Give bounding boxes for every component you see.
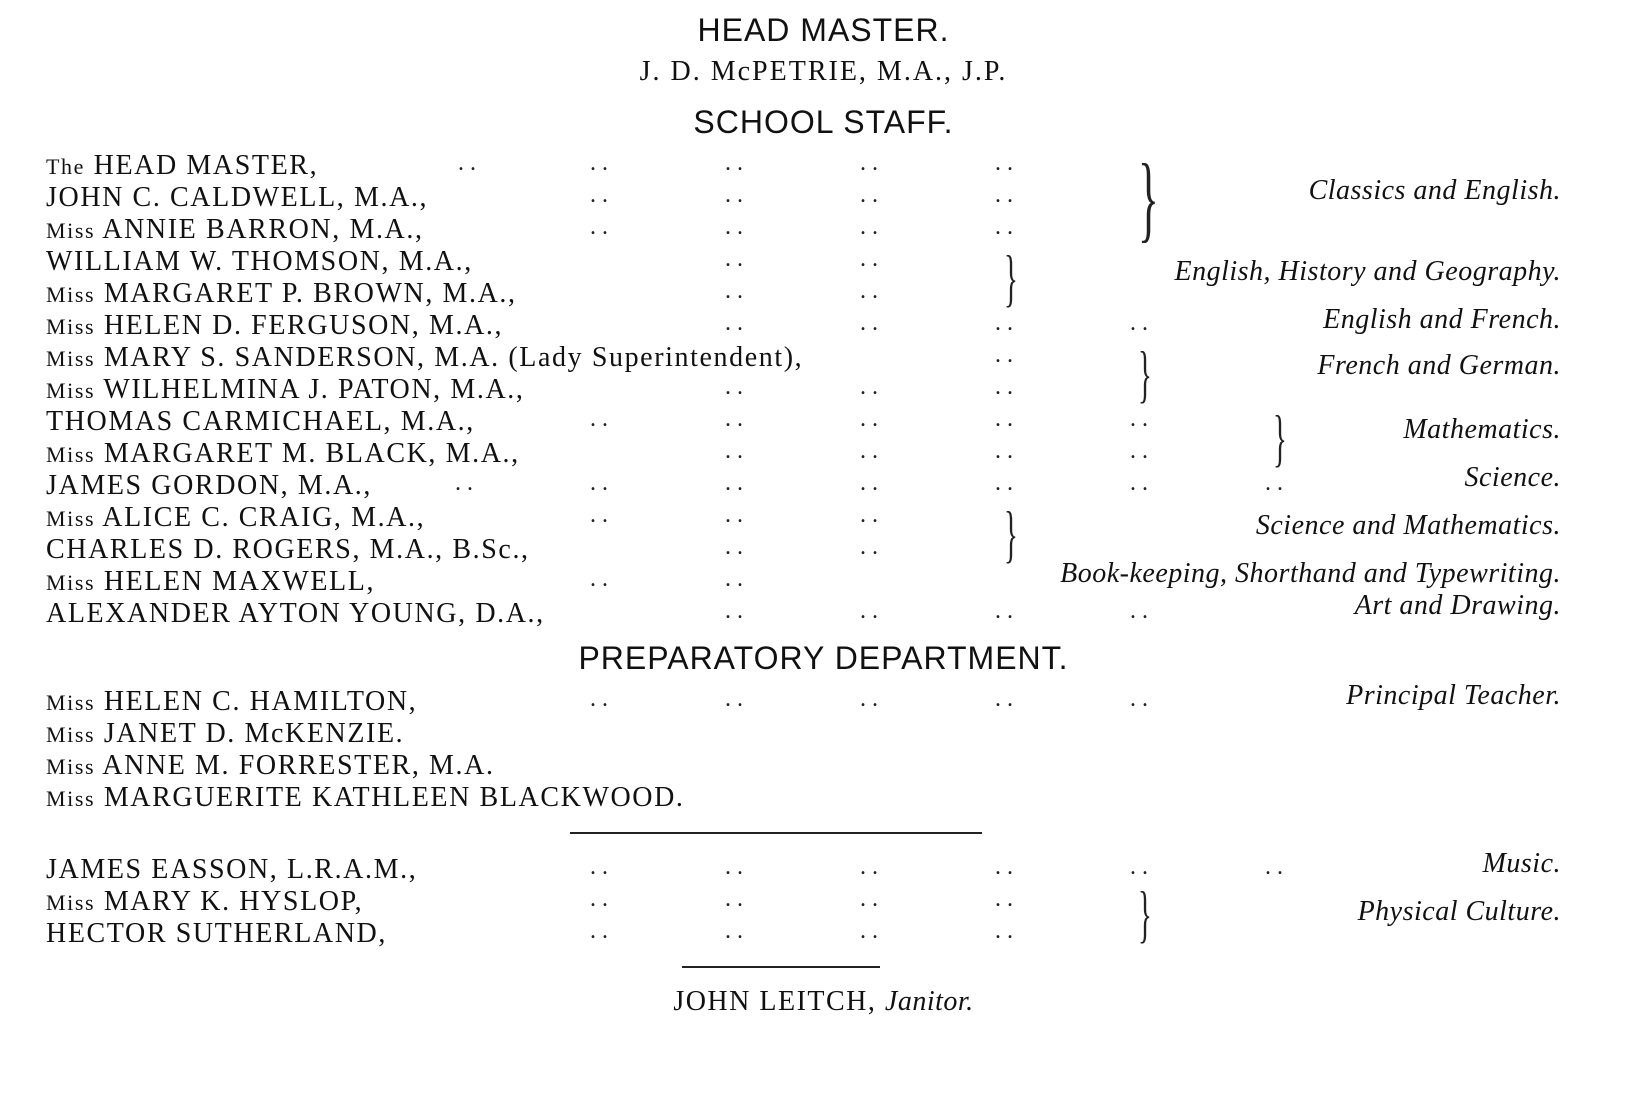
staff-member: ALEXANDER AYTON YOUNG, D.A., <box>46 598 545 629</box>
preparatory-member: Miss JANET D. McKENZIE. <box>46 718 405 749</box>
subject-label: English, History and Geography. <box>1174 256 1561 287</box>
dot-leader: .. <box>995 598 1019 624</box>
dot-leader: .. <box>995 150 1019 176</box>
dot-leader: .. <box>725 246 749 272</box>
dot-leader: .. <box>725 150 749 176</box>
dot-leader: .. <box>1130 854 1154 880</box>
dot-leader: .. <box>590 566 614 592</box>
dot-leader: .. <box>725 598 749 624</box>
dot-leader: .. <box>455 470 479 496</box>
subject-label: Principal Teacher. <box>1346 680 1561 711</box>
subject-label: French and German. <box>1317 350 1561 381</box>
dot-leader: .. <box>725 534 749 560</box>
special-member: JAMES EASSON, L.R.A.M., <box>46 854 418 885</box>
staff-member: JOHN C. CALDWELL, M.A., <box>46 182 429 213</box>
dot-leader: .. <box>725 886 749 912</box>
dot-leader: .. <box>860 310 884 336</box>
staff-member: Miss ANNIE BARRON, M.A., <box>46 214 424 245</box>
preparatory-heading: PREPARATORY DEPARTMENT. <box>578 640 1069 676</box>
subject-label: Art and Drawing. <box>1354 590 1561 621</box>
dot-leader: .. <box>725 502 749 528</box>
staff-member: Miss MARY S. SANDERSON, M.A. (Lady Superintendent), <box>46 342 804 373</box>
staff-member: Miss ALICE C. CRAIG, M.A., <box>46 502 426 533</box>
dot-leader: .. <box>590 854 614 880</box>
dot-leader: .. <box>725 278 749 304</box>
dot-leader: .. <box>995 886 1019 912</box>
dot-leader: .. <box>725 214 749 240</box>
preparatory-member: Miss ANNE M. FORRESTER, M.A. <box>46 750 495 781</box>
subject-label: Classics and English. <box>1308 175 1561 206</box>
subject-label: Physical Culture. <box>1357 896 1561 927</box>
dot-leader: .. <box>860 150 884 176</box>
dot-leader: .. <box>1130 598 1154 624</box>
dot-leader: .. <box>860 246 884 272</box>
preparatory-member: Miss HELEN C. HAMILTON, <box>46 686 418 717</box>
staff-member: Miss HELEN MAXWELL, <box>46 566 376 597</box>
dot-leader: .. <box>590 502 614 528</box>
brace-icon: } <box>1138 338 1152 409</box>
dot-leader: .. <box>725 854 749 880</box>
dot-leader: .. <box>860 470 884 496</box>
dot-leader: .. <box>860 182 884 208</box>
janitor-line: JOHN LEITCH, Janitor. <box>673 986 974 1017</box>
brace-icon: } <box>1138 878 1152 949</box>
dot-leader: .. <box>860 534 884 560</box>
dot-leader: .. <box>590 406 614 432</box>
dot-leader: .. <box>860 374 884 400</box>
dot-leader: .. <box>860 438 884 464</box>
divider-rule <box>682 966 880 968</box>
dot-leader: .. <box>590 470 614 496</box>
staff-member: CHARLES D. ROGERS, M.A., B.Sc., <box>46 534 530 565</box>
dot-leader: .. <box>590 214 614 240</box>
dot-leader: .. <box>590 182 614 208</box>
subject-label: Mathematics. <box>1403 414 1561 445</box>
dot-leader: .. <box>860 278 884 304</box>
dot-leader: .. <box>860 854 884 880</box>
dot-leader: .. <box>995 438 1019 464</box>
dot-leader: .. <box>590 686 614 712</box>
headmaster-heading: HEAD MASTER. <box>697 12 950 48</box>
dot-leader: .. <box>725 686 749 712</box>
dot-leader: .. <box>995 470 1019 496</box>
dot-leader: .. <box>860 918 884 944</box>
dot-leader: .. <box>860 686 884 712</box>
staff-member: Miss MARGARET P. BROWN, M.A., <box>46 278 517 309</box>
staff-member: THOMAS CARMICHAEL, M.A., <box>46 406 475 437</box>
brace-icon: } <box>1004 242 1018 313</box>
staff-member: WILLIAM W. THOMSON, M.A., <box>46 246 473 277</box>
dot-leader: .. <box>725 470 749 496</box>
dot-leader: .. <box>995 214 1019 240</box>
dot-leader: .. <box>725 566 749 592</box>
dot-leader: .. <box>995 374 1019 400</box>
dot-leader: .. <box>1265 470 1289 496</box>
dot-leader: .. <box>590 918 614 944</box>
dot-leader: .. <box>860 598 884 624</box>
dot-leader: .. <box>1130 686 1154 712</box>
dot-leader: .. <box>725 438 749 464</box>
dot-leader: .. <box>725 374 749 400</box>
dot-leader: .. <box>590 150 614 176</box>
dot-leader: .. <box>995 342 1019 368</box>
dot-leader: .. <box>1130 310 1154 336</box>
dot-leader: .. <box>995 686 1019 712</box>
staff-member: The HEAD MASTER, <box>46 150 319 181</box>
dot-leader: .. <box>860 214 884 240</box>
brace-icon: } <box>1004 498 1018 569</box>
dot-leader: .. <box>1265 854 1289 880</box>
school-staff-heading: SCHOOL STAFF. <box>693 104 954 140</box>
headmaster-name: J. D. McPETRIE, M.A., J.P. <box>639 56 1008 87</box>
brace-icon: } <box>1138 144 1159 251</box>
dot-leader: .. <box>725 310 749 336</box>
subject-label: Science. <box>1464 462 1561 493</box>
staff-member: JAMES GORDON, M.A., <box>46 470 372 501</box>
staff-member: Miss MARGARET M. BLACK, M.A., <box>46 438 520 469</box>
dot-leader: .. <box>458 150 482 176</box>
dot-leader: .. <box>860 886 884 912</box>
dot-leader: .. <box>860 406 884 432</box>
dot-leader: .. <box>725 406 749 432</box>
dot-leader: .. <box>725 918 749 944</box>
special-member: Miss MARY K. HYSLOP, <box>46 886 364 917</box>
dot-leader: .. <box>995 310 1019 336</box>
subject-label: Book-keeping, Shorthand and Typewriting. <box>1060 558 1561 589</box>
brace-icon: } <box>1273 402 1287 473</box>
dot-leader: .. <box>995 182 1019 208</box>
special-member: HECTOR SUTHERLAND, <box>46 918 387 949</box>
dot-leader: .. <box>995 406 1019 432</box>
preparatory-member: Miss MARGUERITE KATHLEEN BLACKWOOD. <box>46 782 685 813</box>
dot-leader: .. <box>995 918 1019 944</box>
subject-label: Science and Mathematics. <box>1255 510 1561 541</box>
dot-leader: .. <box>995 854 1019 880</box>
dot-leader: .. <box>1130 406 1154 432</box>
dot-leader: .. <box>590 886 614 912</box>
dot-leader: .. <box>860 502 884 528</box>
subject-label: English and French. <box>1323 304 1561 335</box>
divider-rule <box>570 832 982 834</box>
dot-leader: .. <box>1130 438 1154 464</box>
dot-leader: .. <box>1130 470 1154 496</box>
subject-label: Music. <box>1482 848 1561 879</box>
staff-member: Miss HELEN D. FERGUSON, M.A., <box>46 310 504 341</box>
dot-leader: .. <box>725 182 749 208</box>
staff-member: Miss WILHELMINA J. PATON, M.A., <box>46 374 525 405</box>
